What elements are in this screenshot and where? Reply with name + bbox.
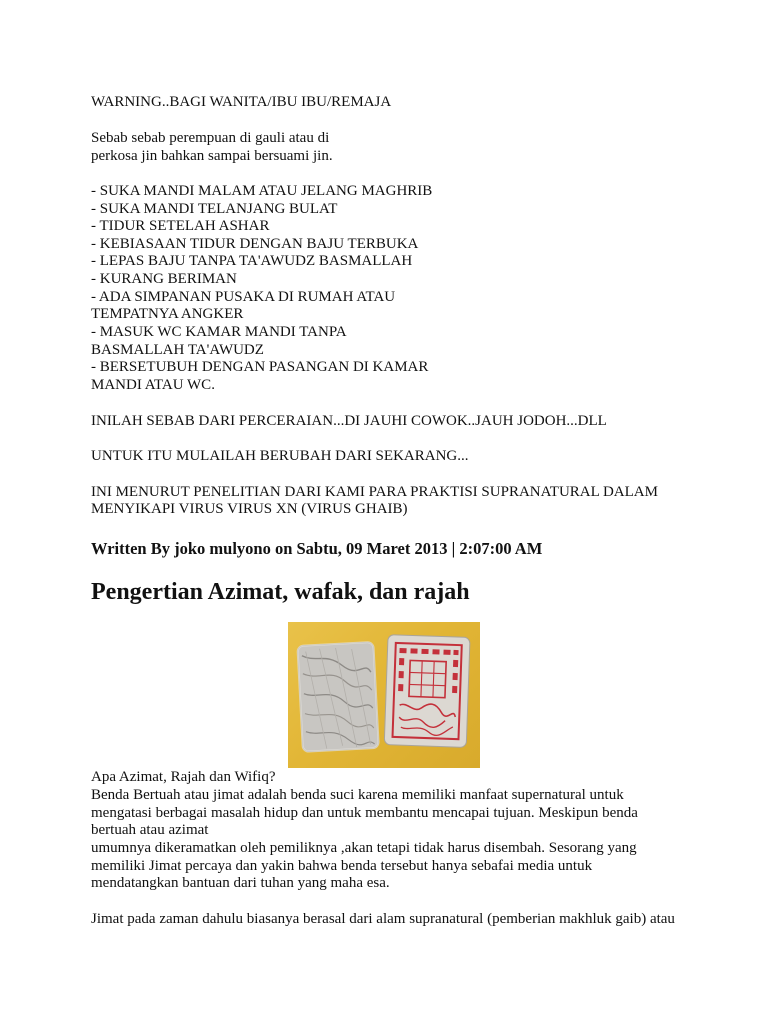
body-line: bertuah atau azimat (91, 822, 209, 838)
list-line: - KURANG BERIMAN (91, 271, 237, 287)
list-line: - ADA SIMPANAN PUSAKA DI RUMAH ATAU (91, 289, 396, 305)
list-line: - LEPAS BAJU TANPA TA'AWUDZ BASMALLAH (91, 253, 413, 269)
list-line: - MASUK WC KAMAR MANDI TANPA (91, 324, 347, 340)
body-line: umumnya dikeramatkan oleh pemiliknya ,akan tetapi tidak harus disembah. Sesorang yang (91, 840, 637, 856)
intro-line: perkosa jin bahkan sampai bersuami jin. (91, 148, 333, 164)
list-line: - SUKA MANDI MALAM ATAU JELANG MAGHRIB (91, 183, 433, 199)
body-line: mengatasi berbagai masalah hidup dan untuk membantu mencapai tujuan. Meskipun benda (91, 805, 638, 821)
section-title: Pengertian Azimat, wafak, dan rajah (91, 579, 470, 605)
list-line: - KEBIASAAN TIDUR DENGAN BAJU TERBUKA (91, 236, 419, 252)
intro-line: Sebab sebab perempuan di gauli atau di (91, 130, 330, 146)
body-line: mendatangkan bantuan dari tuhan yang maha esa. (91, 875, 390, 891)
list-line: TEMPATNYA ANGKER (91, 306, 244, 322)
body-line: Benda Bertuah atau jimat adalah benda suci karena memiliki manfaat supernatural untuk (91, 787, 624, 803)
amulet-illustration (288, 622, 480, 768)
byline: Written By joko mulyono on Sabtu, 09 Maret 2013 | 2:07:00 AM (91, 539, 543, 558)
list-line: MANDI ATAU WC. (91, 377, 215, 393)
body-line: memiliki Jimat percaya dan yakin bahwa benda tersebut hanya sebafai media untuk (91, 858, 593, 874)
body-line: Apa Azimat, Rajah dan Wifiq? (91, 769, 276, 785)
source-line: MENYIKAPI VIRUS VIRUS XN (VIRUS GHAIB) (91, 501, 408, 517)
list-line: BASMALLAH TA'AWUDZ (91, 342, 264, 358)
source-line: INI MENURUT PENELITIAN DARI KAMI PARA PRAKTISI SUPRANATURAL DALAM (91, 484, 658, 500)
amulet-photo (288, 622, 480, 768)
consequence-text: INILAH SEBAB DARI PERCERAIAN...DI JAUHI COWOK..JAUH JODOH...DLL (91, 413, 607, 429)
list-line: - TIDUR SETELAH ASHAR (91, 218, 270, 234)
advice-text: UNTUK ITU MULAILAH BERUBAH DARI SEKARANG... (91, 448, 469, 464)
closing-line: Jimat pada zaman dahulu biasanya berasal dari alam supranatural (pemberian makhluk gaib) atau (91, 911, 675, 927)
list-line: - SUKA MANDI TELANJANG BULAT (91, 201, 338, 217)
list-line: - BERSETUBUH DENGAN PASANGAN DI KAMAR (91, 359, 429, 375)
warning-title: WARNING..BAGI WANITA/IBU IBU/REMAJA (91, 94, 392, 110)
